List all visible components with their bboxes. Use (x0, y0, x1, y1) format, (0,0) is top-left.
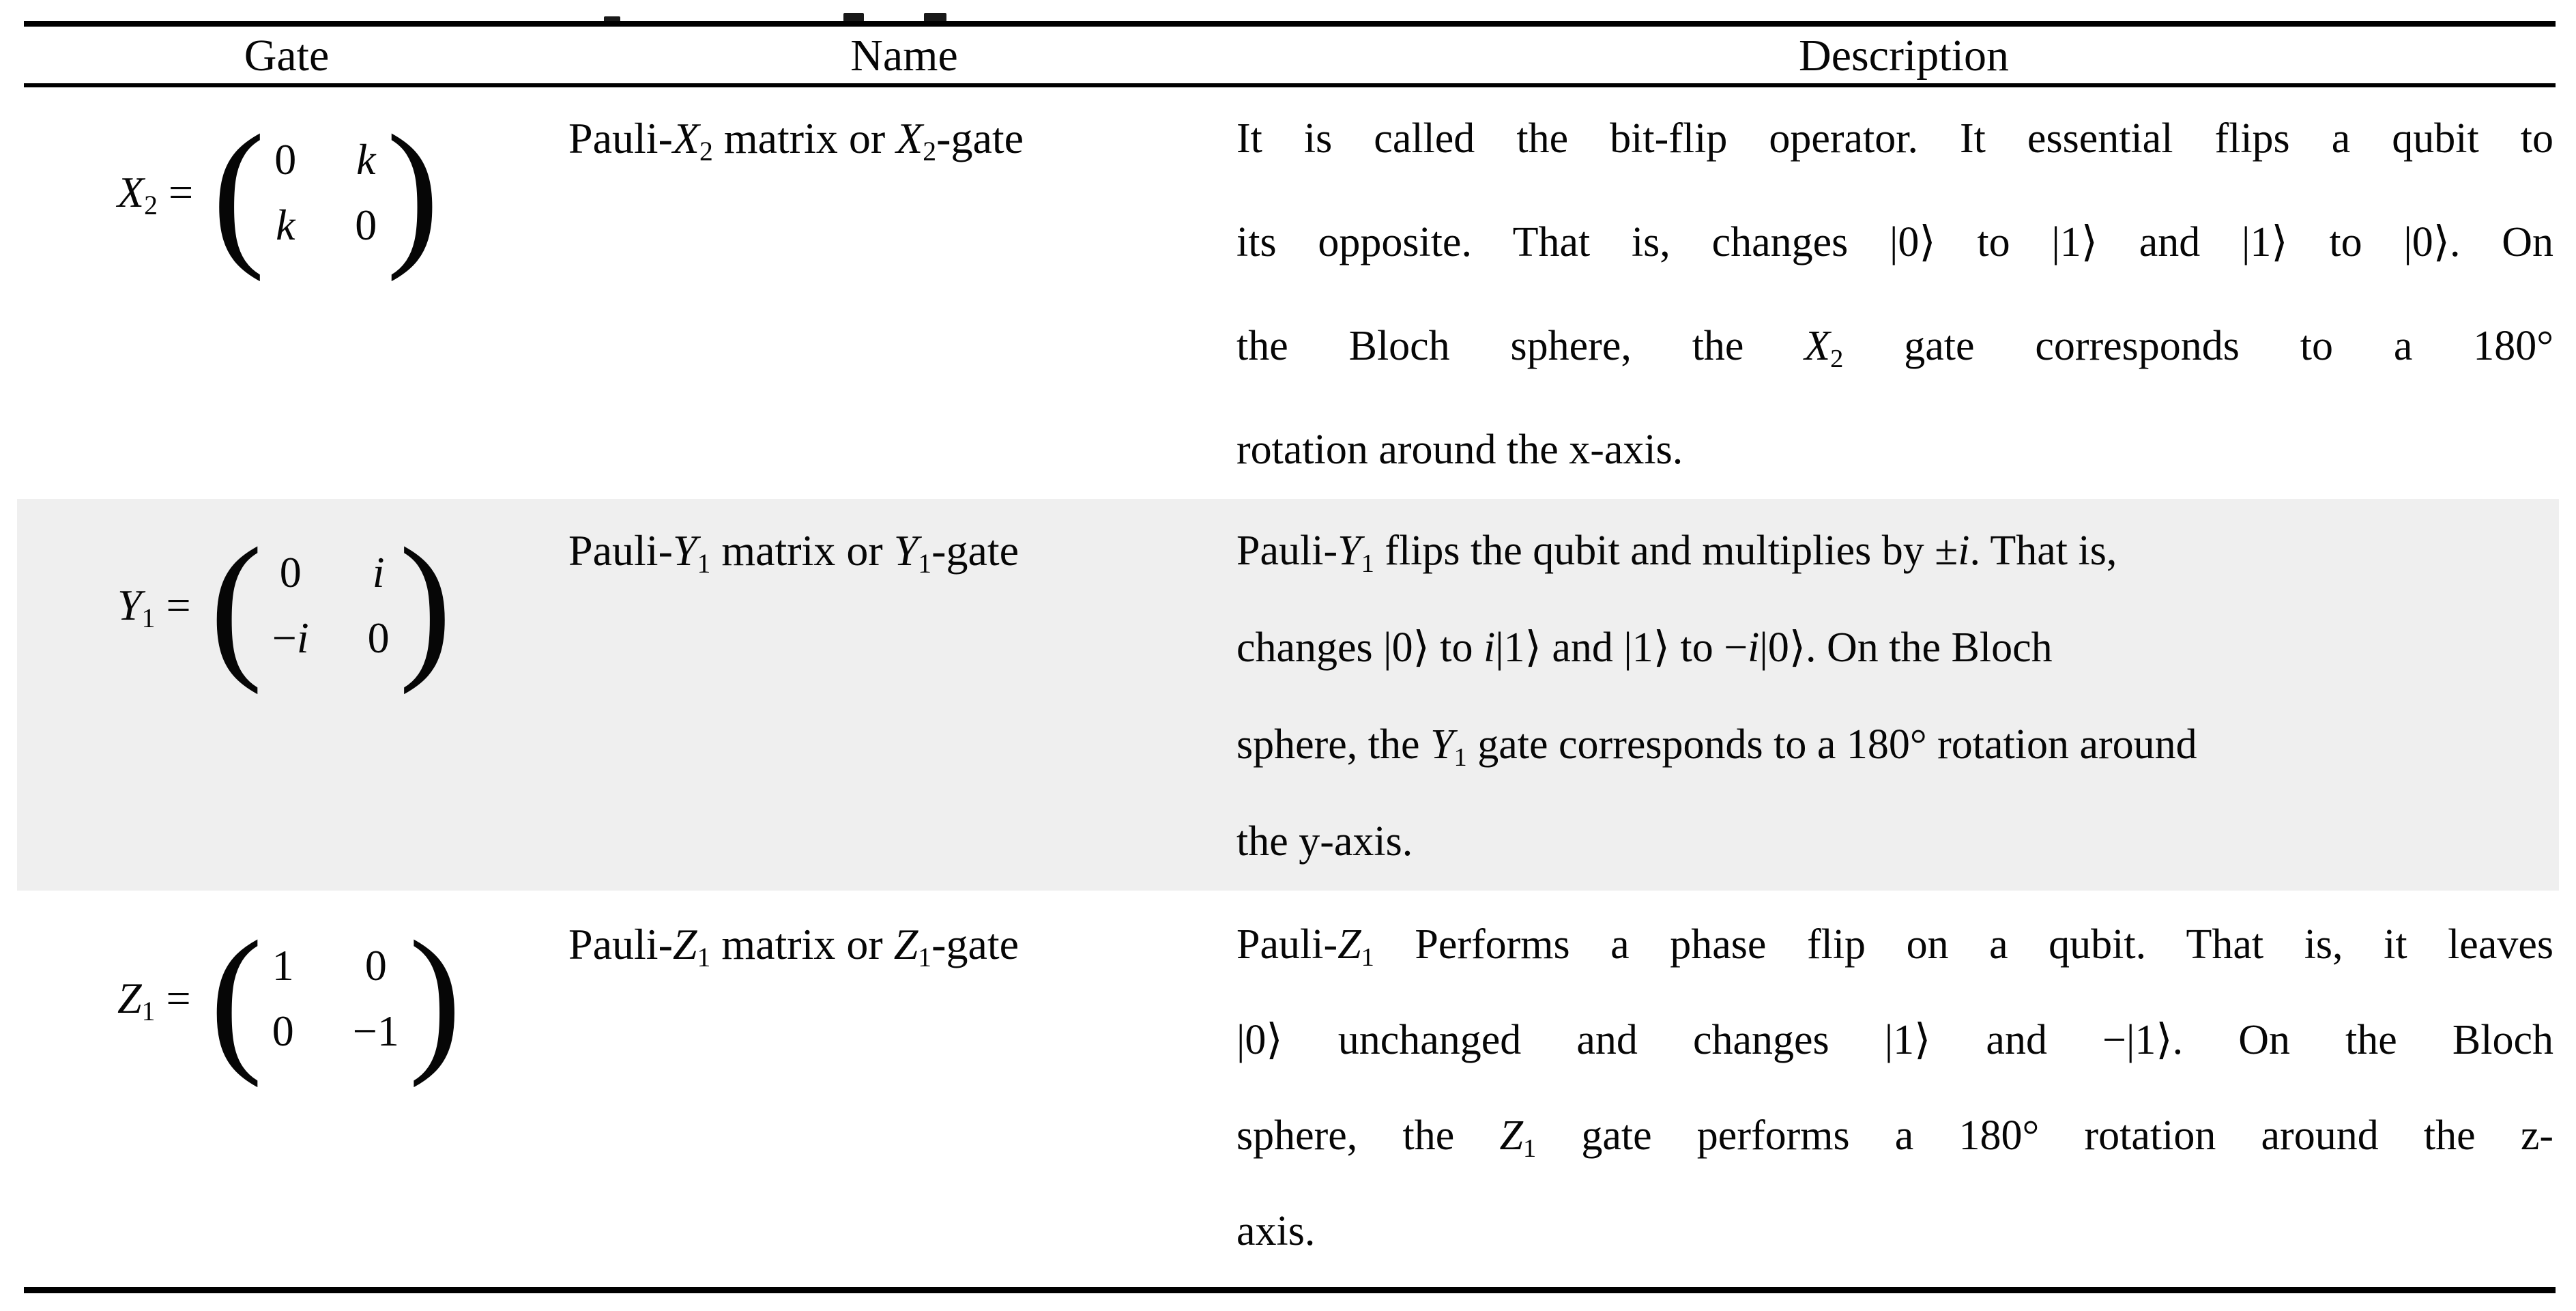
matrix-grid (272, 941, 399, 1056)
description-line: sphere, the $Z_1$ gate performs a 180° rotation around the z- (1236, 1112, 2553, 1163)
gate-matrix-z (117, 908, 462, 1089)
matrix-grid (274, 135, 377, 250)
matrix-cell: 0 (364, 941, 387, 990)
description-line: Pauli-$Z_1$ Performs a phase flip on a qubit. That is, it leaves (1236, 921, 2553, 972)
column-header-description: Description (1799, 31, 2009, 81)
matrix-cell: 0 (274, 135, 297, 184)
gate-name: Pauli-$X_2$ matrix or $X_2$-gate (568, 114, 1024, 167)
matrix-cell: −i (272, 614, 309, 662)
description-line: the Bloch sphere, the $X_2$ gate corresponds to a 180° (1236, 323, 2553, 373)
matrix-open-paren: ( (212, 102, 265, 283)
gate-matrix-x (117, 102, 439, 283)
gate-matrix-y (117, 515, 452, 695)
matrix-cell: 1 (272, 941, 294, 990)
description-line: the y-axis. (1236, 818, 1413, 865)
description-line: its opposite. That is, changes |0⟩ to |1⟩ and |1⟩ to |0⟩. On (1236, 219, 2553, 265)
matrix-label: $Y_1$ = (117, 581, 191, 634)
matrix-cell: i (372, 548, 385, 596)
description-line: It is called the bit-flip operator. It essential flips a qubit to (1236, 115, 2553, 162)
gate-description (1236, 87, 2553, 502)
matrix-label: $Z_1$ = (117, 974, 191, 1027)
column-header-gate: Gate (244, 31, 330, 81)
matrix-cell: 0 (367, 614, 390, 662)
description-line: changes |0⟩ to i|1⟩ and |1⟩ to −i|0⟩. On the Bloch (1236, 624, 2053, 671)
matrix-close-paren: ) (408, 908, 462, 1089)
gate-name: Pauli-$Y_1$ matrix or $Y_1$-gate (568, 526, 1019, 579)
matrix-cell: 0 (279, 548, 302, 596)
description-line: sphere, the $Y_1$ gate corresponds to a 180° rotation around (1236, 721, 2197, 772)
matrix-cell: 0 (355, 201, 377, 249)
gate-name: Pauli-$Z_1$ matrix or $Z_1$-gate (568, 920, 1019, 973)
matrix-label: $X_2$ = (117, 168, 194, 221)
matrix-close-paren: ) (399, 515, 452, 695)
table-top-rule (24, 21, 2556, 27)
matrix-grid (272, 548, 390, 663)
matrix-cell: 0 (272, 1007, 294, 1055)
description-line: Pauli-$Y_1$ flips the qubit and multiplies by ±i. That is, (1236, 528, 2117, 578)
table-bottom-rule (24, 1287, 2556, 1293)
matrix-cell: k (356, 135, 376, 184)
column-header-name: Name (850, 31, 958, 81)
gate-description (1236, 502, 2553, 890)
matrix-cell: k (276, 201, 295, 249)
description-line: axis. (1236, 1208, 1316, 1254)
description-line: |0⟩ unchanged and changes |1⟩ and −|1⟩. On the Bloch (1236, 1017, 2553, 1063)
matrix-open-paren: ( (209, 515, 263, 695)
matrix-cell: −1 (352, 1007, 399, 1055)
matrix-close-paren: ) (386, 102, 439, 283)
matrix-open-paren: ( (209, 908, 263, 1089)
description-line: rotation around the x-axis. (1236, 427, 1683, 473)
gate-description (1236, 897, 2553, 1279)
